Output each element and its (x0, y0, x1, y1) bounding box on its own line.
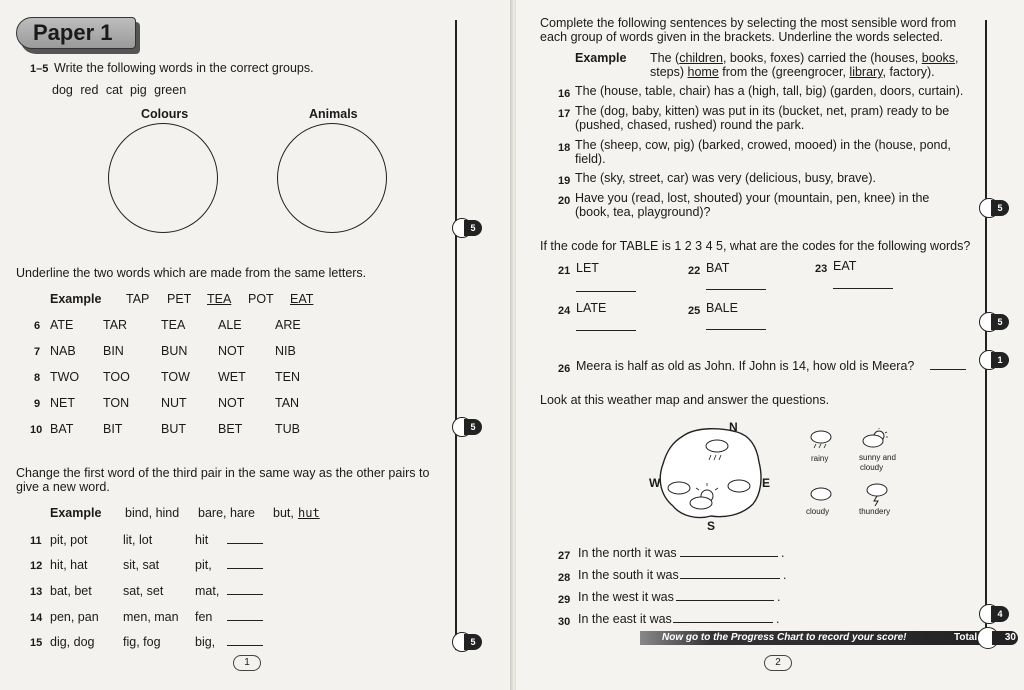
word-pair: sit, sat (123, 558, 160, 572)
q-number: 22 (688, 265, 701, 277)
code-word: LET (576, 261, 599, 275)
answer-blank[interactable] (680, 578, 780, 579)
q6-example-word-1: TAP (126, 292, 150, 306)
q-number: 10 (30, 424, 43, 436)
word-option[interactable]: BUN (161, 344, 188, 358)
q16-intro-line-2: each group of words given in the brackets. Underline the words selected. (540, 30, 944, 44)
page-number: 2 (764, 655, 792, 671)
code-question: If the code for TABLE is 1 2 3 4 5, what are the codes for the following words? (540, 239, 971, 253)
q-number: 27 (558, 550, 571, 562)
q17-sentence-line-1[interactable]: The (dog, baby, kitten) was put in its (bucket, net, pram) ready to be (575, 104, 950, 118)
answer-blank[interactable] (576, 291, 636, 292)
rainy-icon (806, 428, 836, 450)
word-pair: bat, bet (50, 584, 92, 598)
word-option[interactable]: ALE (218, 318, 242, 332)
word-option[interactable]: TEA (161, 318, 186, 332)
score-box[interactable]: 5 (452, 218, 480, 238)
code-word: LATE (576, 301, 607, 315)
score-box[interactable]: 4 (979, 604, 1007, 624)
legend-rainy: rainy (811, 454, 829, 463)
q-number: 12 (30, 560, 43, 572)
answer-blank[interactable] (227, 645, 263, 646)
word-option[interactable]: BAT (50, 422, 74, 436)
word-pair: big, (195, 635, 216, 649)
q20-sentence-line-1[interactable]: Have you (read, lost, shouted) your (mountain, pen, knee) in the (575, 191, 930, 205)
weather-row-text: In the north it was (578, 546, 677, 560)
legend-sunny-cloudy-line-1: sunny and (859, 453, 896, 462)
word-pair: men, man (123, 610, 179, 624)
q26-question: Meera is half as old as John. If John is 14, how old is Meera? (576, 359, 915, 373)
q6-example-word-2: PET (167, 292, 192, 306)
total-score: 30 (992, 631, 1018, 645)
word-pair: mat, (195, 584, 220, 598)
q18-sentence-line-2[interactable]: field). (575, 152, 606, 166)
answer-blank[interactable] (706, 329, 766, 330)
q-number: 8 (34, 372, 41, 384)
q-number: 13 (30, 586, 43, 598)
word-pair: pit, pot (50, 533, 88, 547)
word-option[interactable]: NUT (161, 396, 187, 410)
word-pair: fen (195, 610, 213, 624)
q-number: 17 (558, 108, 571, 120)
word-option[interactable]: NOT (218, 396, 245, 410)
answer-blank[interactable] (833, 288, 893, 289)
q1-instruction: Write the following words in the correct groups. (54, 61, 314, 75)
q-number: 20 (558, 195, 571, 207)
q6-example-word-4: POT (248, 292, 274, 306)
cloudy-west (668, 482, 690, 494)
progress-footer-text: Now go to the Progress Chart to record your score! (662, 632, 907, 643)
word-option[interactable]: TAR (103, 318, 128, 332)
compass-west: W (649, 476, 661, 490)
word-option[interactable]: NAB (50, 344, 76, 358)
word-option[interactable]: TOW (161, 370, 190, 384)
q-number: 19 (558, 175, 571, 187)
q-number: 25 (688, 305, 701, 317)
code-word: EAT (833, 259, 857, 273)
q-number: 21 (558, 265, 571, 277)
colours-label: Colours (141, 107, 189, 121)
answer-blank[interactable] (227, 594, 263, 595)
q18-sentence-line-1[interactable]: The (sheep, cow, pig) (barked, crowed, mooed) in the (house, pond, (575, 138, 951, 152)
page-number: 1 (233, 655, 261, 671)
q11-example-pair-3: but, (273, 506, 294, 520)
word-pair: dig, dog (50, 635, 95, 649)
q16-sentence[interactable]: The (house, table, chair) has a (high, tall, big) (garden, doors, curtain). (575, 84, 964, 98)
score-box[interactable]: 5 (452, 417, 480, 437)
score-box[interactable]: 1 (979, 350, 1007, 370)
paper-title: Paper 1 (16, 17, 136, 49)
weather-row-text: In the west it was (578, 590, 674, 604)
cloudy-icon (806, 484, 836, 504)
cloudy-east (728, 480, 750, 492)
legend-thundery: thundery (859, 507, 891, 516)
q-number: 14 (30, 612, 43, 624)
q11-example-pair-2: bare, hare (198, 506, 255, 520)
word-option[interactable]: TWO (50, 370, 80, 384)
q-number: 28 (558, 572, 571, 584)
q-number: 23 (815, 263, 828, 275)
q16-example-label: Example (575, 51, 627, 65)
weather-row-text: In the east it was (578, 612, 672, 626)
q-number: 9 (34, 398, 41, 410)
weather-row-period: . (777, 590, 781, 604)
q20-sentence-line-2[interactable]: (book, tea, playground)? (575, 205, 711, 219)
q1-number: 1–5 (30, 63, 49, 75)
word-option[interactable]: TOO (103, 370, 130, 384)
word-option[interactable]: BUT (161, 422, 186, 436)
word-option[interactable]: WET (218, 370, 246, 384)
thundery-icon (862, 482, 892, 506)
q11-example-label: Example (50, 506, 102, 520)
q-number: 15 (30, 637, 43, 649)
q16-intro-line-1: Complete the following sentences by selecting the most sensible word from (540, 16, 957, 30)
word-option[interactable]: TEN (275, 370, 300, 384)
q-number: 6 (34, 320, 41, 332)
word-option[interactable]: BIT (103, 422, 123, 436)
legend-cloudy: cloudy (806, 507, 830, 516)
word-option[interactable]: TAN (275, 396, 300, 410)
colours-circle[interactable] (108, 123, 218, 233)
answer-blank[interactable] (576, 330, 636, 331)
q6-instruction: Underline the two words which are made from the same letters. (16, 266, 367, 280)
word-pair: hit (195, 533, 209, 547)
word-pair: lit, lot (123, 533, 153, 547)
word-option[interactable]: TON (103, 396, 130, 410)
q11-example-pair-1: bind, hind (125, 506, 180, 520)
q-number: 24 (558, 305, 571, 317)
progress-footer-bar (640, 631, 1000, 645)
answer-blank[interactable] (680, 556, 778, 557)
q16-example-line-2: steps) home from the (greengrocer, library, factory). (650, 65, 935, 79)
word-pair: sat, set (123, 584, 164, 598)
word-pair: pit, (195, 558, 212, 572)
total-label: Total (954, 632, 978, 643)
word-option[interactable]: ARE (275, 318, 301, 332)
weather-question: Look at this weather map and answer the questions. (540, 393, 830, 407)
answer-blank[interactable] (706, 289, 766, 290)
answer-blank[interactable] (673, 622, 773, 623)
q1-word-list: dog red cat pig green (52, 83, 187, 97)
q-number: 30 (558, 616, 571, 628)
answer-blank[interactable] (930, 369, 966, 370)
answer-blank[interactable] (676, 600, 774, 601)
compass-east: E (762, 476, 771, 490)
margin-line (455, 20, 457, 650)
q16-example-line-1: The (children, books, foxes) carried the (houses, books, (650, 51, 959, 65)
answer-blank[interactable] (227, 620, 263, 621)
weather-row-period: . (783, 568, 787, 582)
word-pair: pen, pan (50, 610, 99, 624)
word-option[interactable]: TUB (275, 422, 300, 436)
q-number: 16 (558, 88, 571, 100)
code-word: BAT (706, 261, 730, 275)
q11-instruction-line-2: give a new word. (16, 480, 110, 494)
q17-sentence-line-2[interactable]: (pushed, chased, rushed) round the park. (575, 118, 805, 132)
word-option[interactable]: ATE (50, 318, 74, 332)
weather-row-text: In the south it was (578, 568, 679, 582)
q11-example-answer: hut (298, 506, 320, 520)
word-pair: hit, hat (50, 558, 88, 572)
word-pair: fig, fog (123, 635, 161, 649)
score-box[interactable]: 5 (979, 198, 1007, 218)
answer-blank[interactable] (227, 543, 263, 544)
q-number: 11 (30, 535, 42, 547)
q6-example-word-5: EAT (290, 292, 314, 306)
q-number: 26 (558, 363, 571, 375)
code-word: BALE (706, 301, 738, 315)
word-option[interactable]: BIN (103, 344, 124, 358)
paper-title-tab (16, 17, 140, 53)
word-option[interactable]: BET (218, 422, 243, 436)
word-option[interactable]: NET (50, 396, 75, 410)
q-number: 29 (558, 594, 571, 606)
animals-label: Animals (309, 107, 358, 121)
score-box[interactable]: 5 (979, 312, 1007, 332)
word-option[interactable]: NOT (218, 344, 245, 358)
answer-blank[interactable] (227, 568, 263, 569)
sunny-cloudy-icon (860, 428, 890, 450)
q6-example-label: Example (50, 292, 102, 306)
q19-sentence[interactable]: The (sky, street, car) was very (delicious, busy, brave). (575, 171, 877, 185)
weather-row-period: . (776, 612, 780, 626)
score-box[interactable]: 5 (452, 632, 480, 652)
compass-south: S (707, 519, 716, 533)
word-option[interactable]: NIB (275, 344, 296, 358)
q-number: 18 (558, 142, 571, 154)
q6-example-word-3: TEA (207, 292, 232, 306)
weather-row-period: . (781, 546, 785, 560)
q11-instruction-line-1: Change the first word of the third pair in the same way as the other pairs to (16, 466, 430, 480)
legend-sunny-cloudy-line-2: cloudy (860, 463, 884, 472)
animals-circle[interactable] (277, 123, 387, 233)
q-number: 7 (34, 346, 41, 358)
compass-north: N (729, 420, 738, 434)
